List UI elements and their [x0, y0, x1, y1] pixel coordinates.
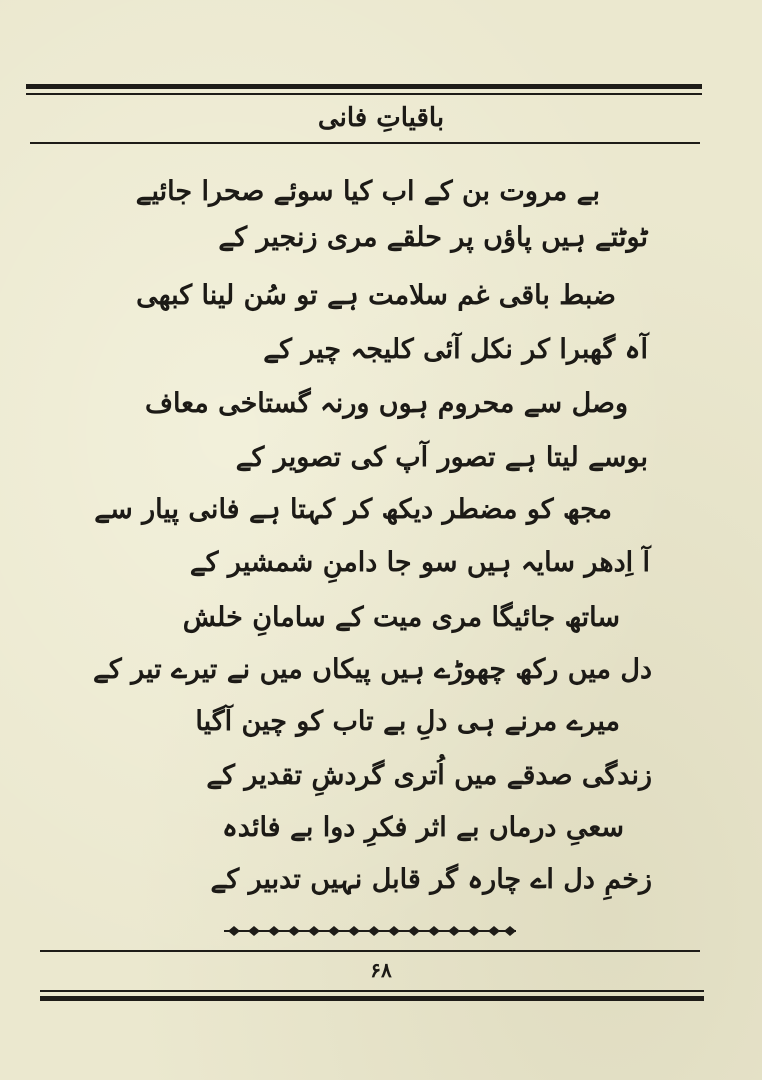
bottom-rule-thick: [40, 996, 704, 1001]
verse-line: بوسے لیتا ہے تصور آپ کی تصویر کے: [235, 442, 648, 473]
verse-line: آ اِدھر سایہ ہیں سو جا دامنِ شمشیر کے: [189, 547, 650, 578]
verse-line: زخمِ دل اے چارہ گر قابل نہیں تدبیر کے: [210, 864, 652, 895]
ornamental-divider-icon: [220, 922, 520, 940]
verse-line: ضبط باقی غم سلامت ہے تو سُن لینا کبھی: [136, 280, 616, 311]
verse-line: سعیِ درماں بے اثر فکرِ دوا بے فائدہ: [221, 812, 624, 843]
verse-line: ٹوٹتے ہیں پاؤں پر حلقے مری زنجیر کے: [218, 222, 648, 253]
verse-line: بے مروت بن کے اب کیا سوئے صحرا جائیے: [135, 176, 600, 207]
verse-line: وصل سے محروم ہوں ورنہ گستاخی معاف: [144, 388, 628, 419]
bottom-rule-thin: [40, 990, 704, 992]
running-header-title: باقیاتِ فانی: [317, 103, 445, 133]
verse-line: زندگی صدقے میں اُتری گردشِ تقدیر کے: [206, 760, 652, 791]
page-number: ۶۸: [370, 958, 392, 982]
verse-line: آہ گھبرا کر نکل آئی کلیجہ چیر کے: [263, 334, 648, 365]
verse-line: ساتھ جائیگا مری میت کے سامانِ خلش: [182, 602, 620, 633]
verse-line: مجھ کو مضطر دیکھ کر کہتا ہے فانی پیار سے: [94, 494, 612, 525]
verse-line: دل میں رکھ چھوڑے ہیں پیکاں میں نے تیرے تیر کے: [93, 654, 652, 685]
verse-line: میرے مرنے ہی دلِ بے تاب کو چین آگیا: [195, 706, 620, 737]
footer-upper-rule: [40, 950, 700, 952]
